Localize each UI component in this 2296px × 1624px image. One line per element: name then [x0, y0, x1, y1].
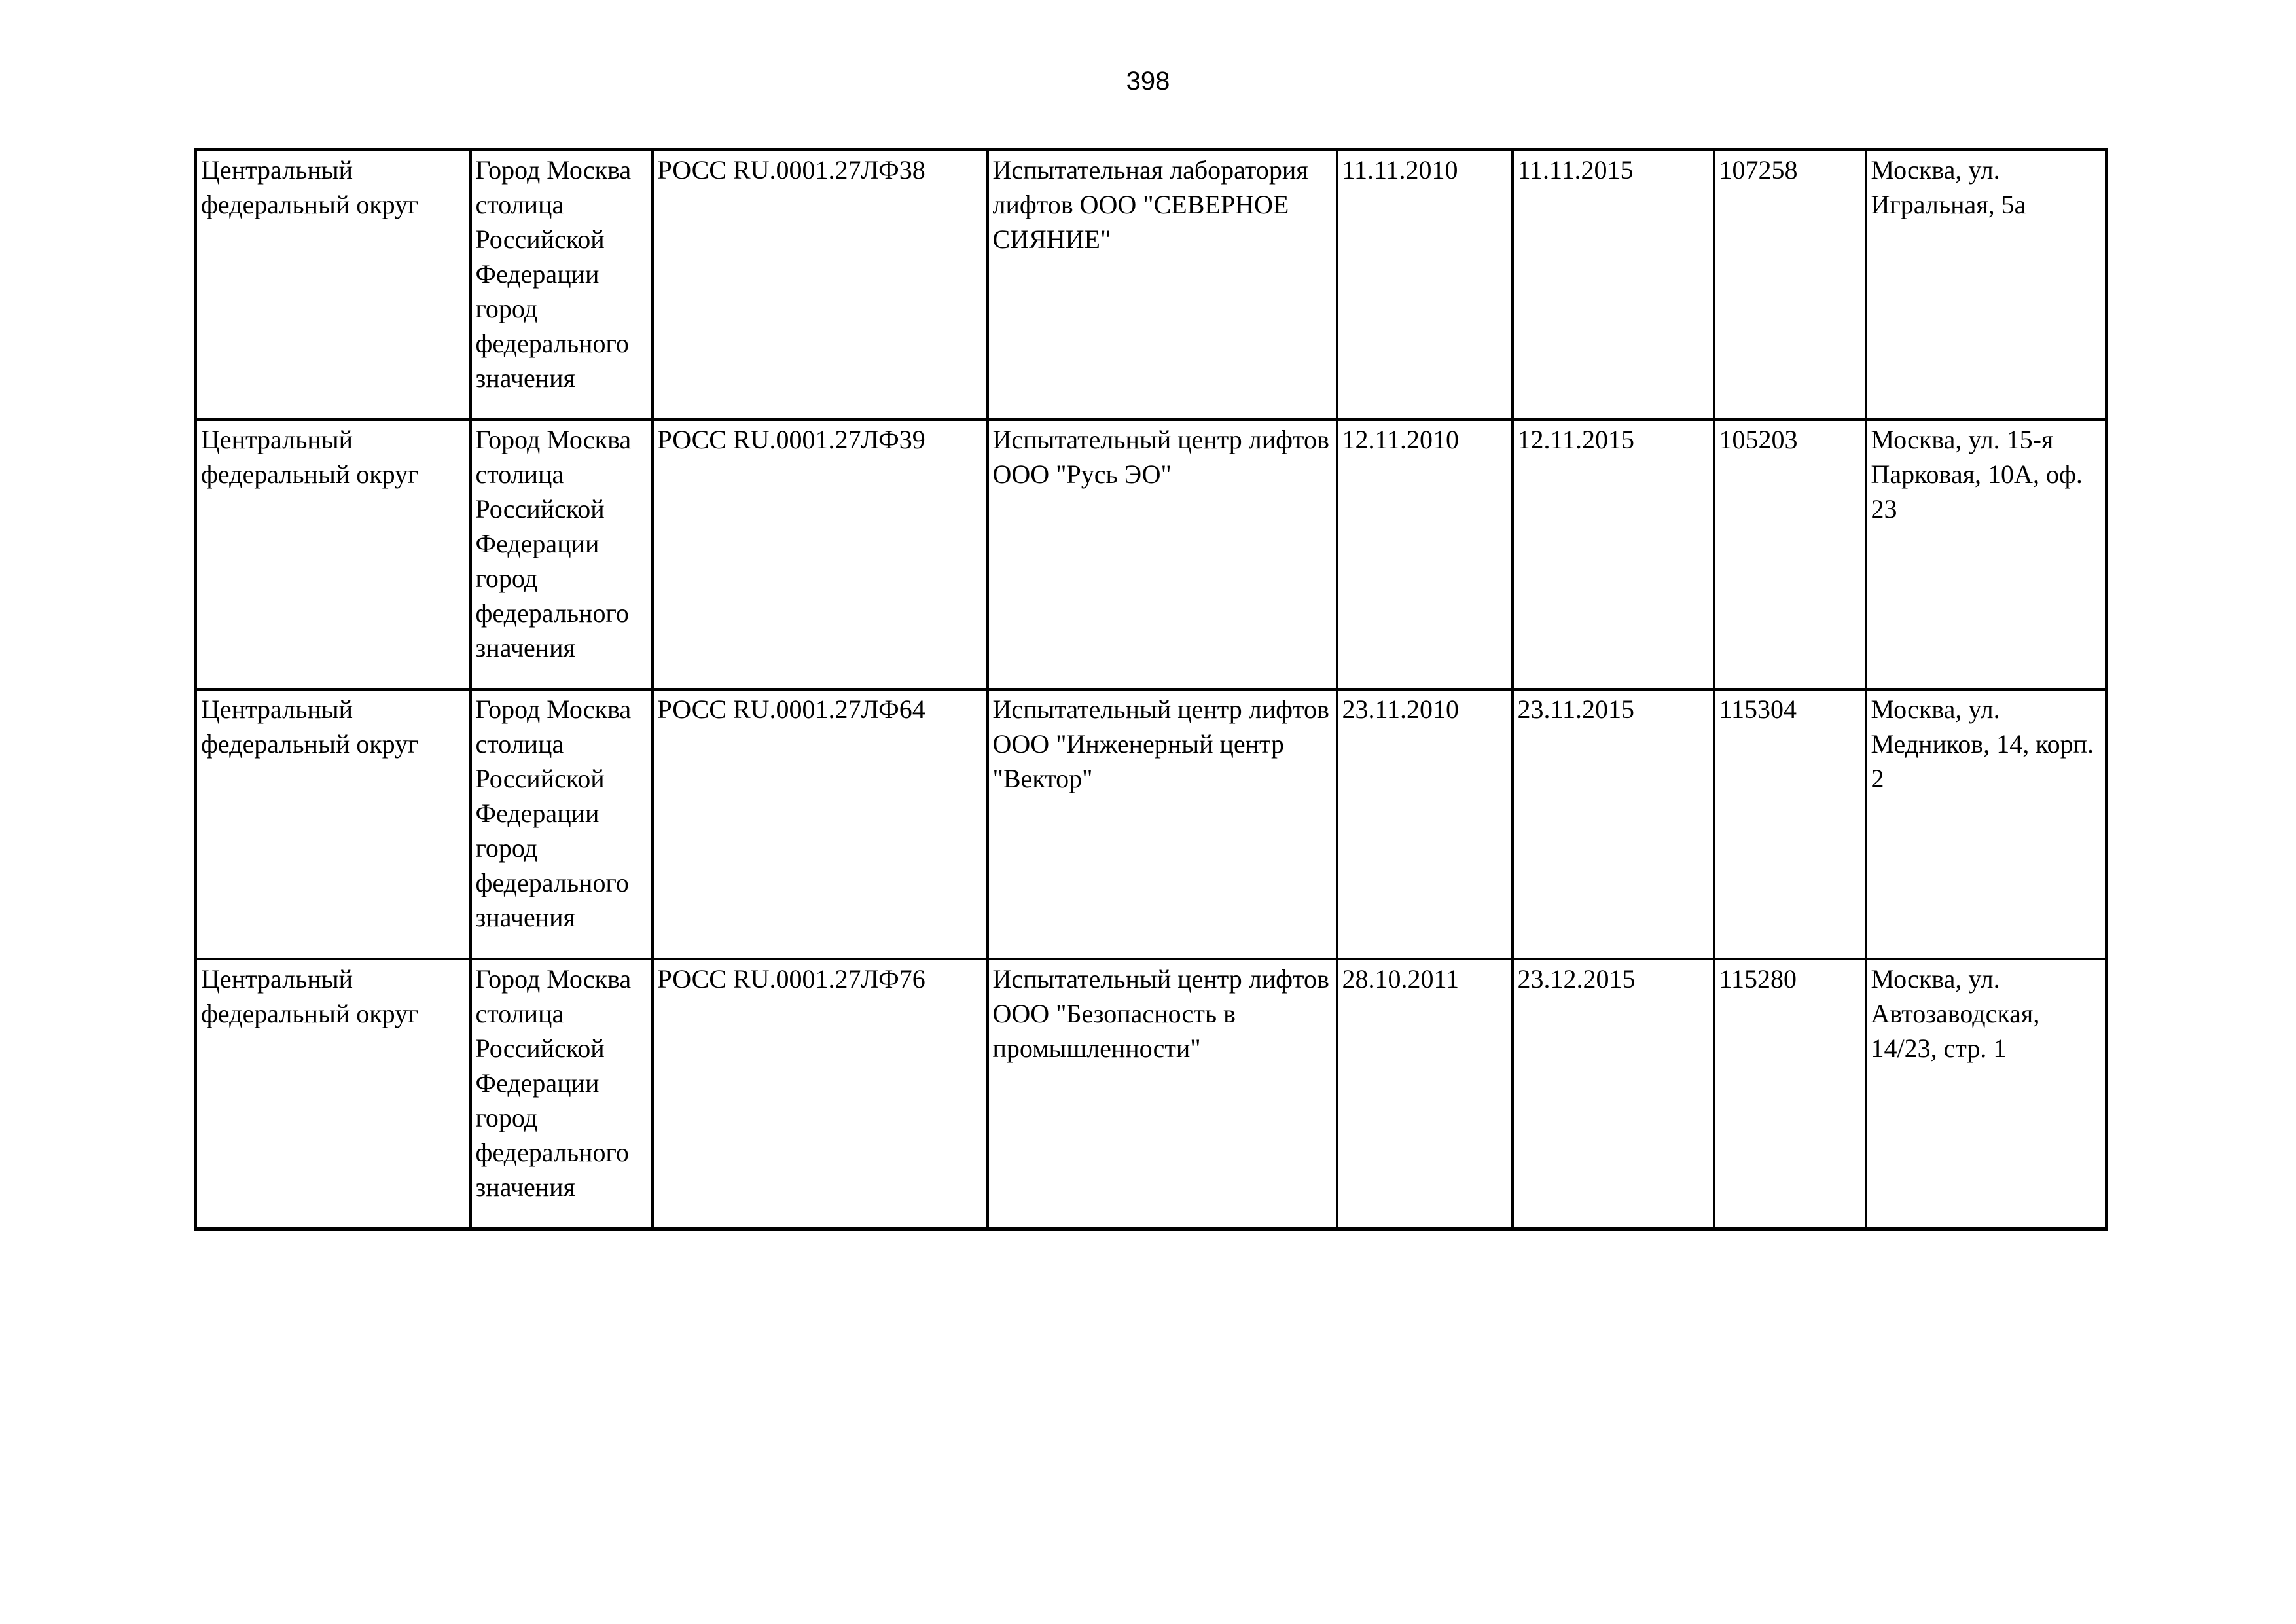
address-cell: Москва, ул. 15-я Парковая, 10А, оф. 23: [1866, 420, 2107, 689]
reg-number-cell: РОСС RU.0001.27ЛФ38: [653, 150, 988, 420]
address-cell: Москва, ул. Медников, 14, корп. 2: [1866, 689, 2107, 959]
date-to-cell: 12.11.2015: [1513, 420, 1714, 689]
date-from-cell: 12.11.2010: [1337, 420, 1513, 689]
page-number: 398: [1126, 67, 1170, 96]
organization-cell: Испытательный центр лифтов ООО "Русь ЭО": [988, 420, 1337, 689]
address-cell: Москва, ул. Игральная, 5а: [1866, 150, 2107, 420]
organization-cell: Испытательный центр лифтов ООО "Инженерный центр "Вектор": [988, 689, 1337, 959]
region-cell: Город Москва столица Российской Федерации город федерального значения: [471, 150, 653, 420]
date-from-cell: 23.11.2010: [1337, 689, 1513, 959]
date-to-cell: 23.12.2015: [1513, 959, 1714, 1229]
registry-table: [194, 148, 2108, 1231]
reg-number-cell: РОСС RU.0001.27ЛФ76: [653, 959, 988, 1229]
date-from-cell: 11.11.2010: [1337, 150, 1513, 420]
reg-number-cell: РОСС RU.0001.27ЛФ39: [653, 420, 988, 689]
reg-number-cell: РОСС RU.0001.27ЛФ64: [653, 689, 988, 959]
table-row: [196, 420, 2107, 689]
date-from-cell: 28.10.2011: [1337, 959, 1513, 1229]
address-cell: Москва, ул. Автозаводская, 14/23, стр. 1: [1866, 959, 2107, 1229]
date-to-cell: 23.11.2015: [1513, 689, 1714, 959]
organization-cell: Испытательный центр лифтов ООО "Безопасность в промышленности": [988, 959, 1337, 1229]
date-to-cell: 11.11.2015: [1513, 150, 1714, 420]
table-row: [196, 689, 2107, 959]
district-cell: Центральный федеральный округ: [196, 420, 471, 689]
district-cell: Центральный федеральный округ: [196, 959, 471, 1229]
district-cell: Центральный федеральный округ: [196, 150, 471, 420]
postcode-cell: 115280: [1714, 959, 1866, 1229]
table-row: [196, 150, 2107, 420]
postcode-cell: 115304: [1714, 689, 1866, 959]
organization-cell: Испытательная лаборатория лифтов ООО "СЕВЕРНОЕ СИЯНИЕ": [988, 150, 1337, 420]
postcode-cell: 107258: [1714, 150, 1866, 420]
table-row: [196, 959, 2107, 1229]
region-cell: Город Москва столица Российской Федерации город федерального значения: [471, 959, 653, 1229]
postcode-cell: 105203: [1714, 420, 1866, 689]
district-cell: Центральный федеральный округ: [196, 689, 471, 959]
region-cell: Город Москва столица Российской Федерации город федерального значения: [471, 689, 653, 959]
region-cell: Город Москва столица Российской Федерации город федерального значения: [471, 420, 653, 689]
